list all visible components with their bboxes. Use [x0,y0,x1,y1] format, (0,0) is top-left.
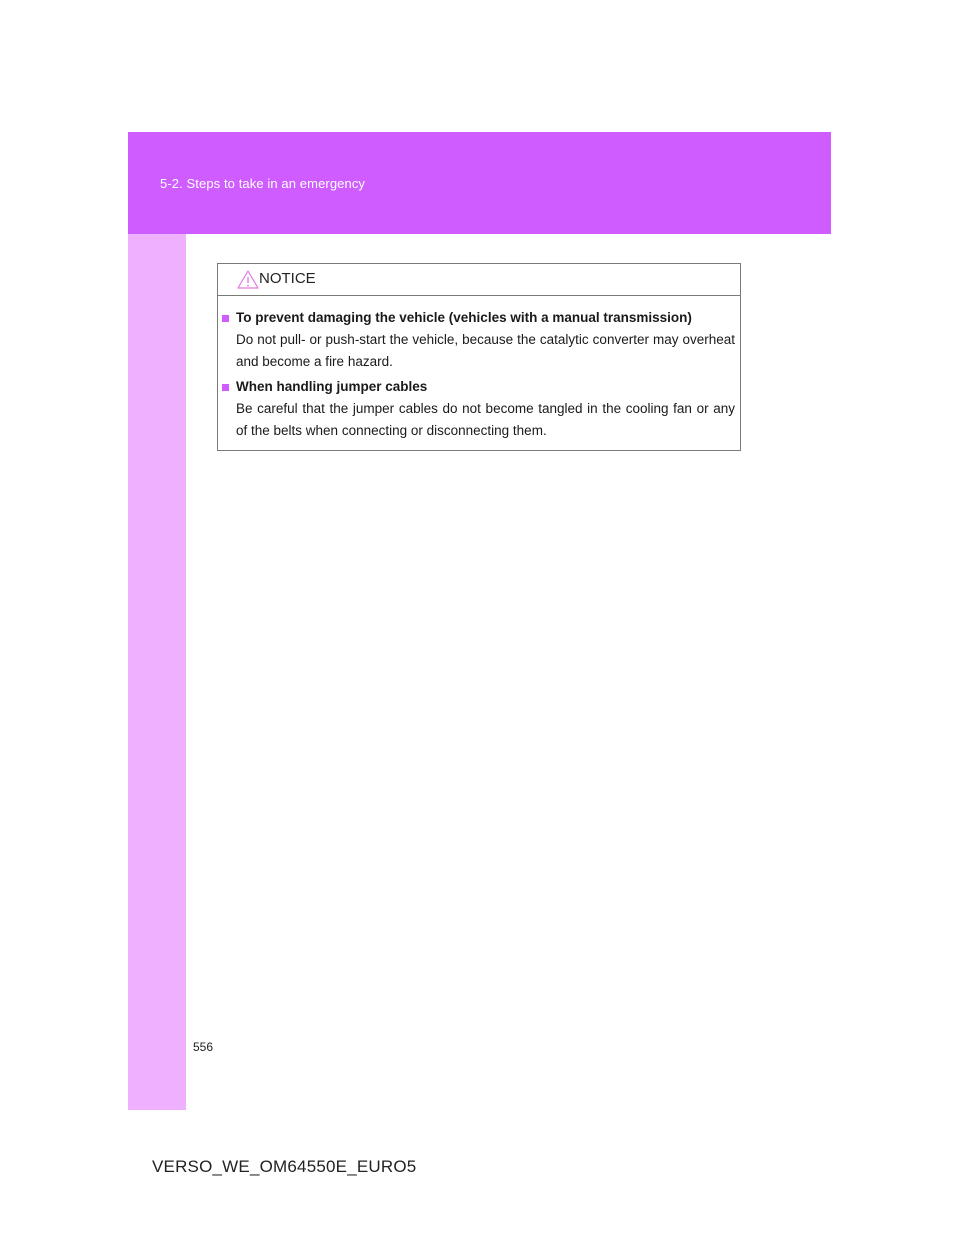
side-strip [128,234,186,1110]
notice-box [217,263,741,451]
notice-title: NOTICE [259,270,316,287]
notice-item-heading-text: When handling jumper cables [236,379,428,394]
notice-item-heading [222,376,735,398]
notice-item-heading [222,307,735,329]
notice-body [218,296,740,442]
notice-item-heading-text: To prevent damaging the vehicle (vehicles with a manual transmission) [236,310,692,325]
warning-triangle-icon [237,270,259,289]
page-number: 556 [193,1040,214,1054]
notice-item-text: Be careful that the jumper cables do not become tangled in the cooling fan or any of the belts when connecting or disconnecting them. [236,401,735,438]
header-band [128,132,831,234]
notice-header [218,264,740,296]
section-title: 5-2. Steps to take in an emergency [160,176,366,191]
bullet-square-icon [222,315,229,322]
bullet-square-icon [222,384,229,391]
document-code: VERSO_WE_OM64550E_EURO5 [152,1157,417,1176]
notice-item-text: Do not pull- or push-start the vehicle, because the catalytic converter may overheat and become a fire hazard. [236,332,735,369]
